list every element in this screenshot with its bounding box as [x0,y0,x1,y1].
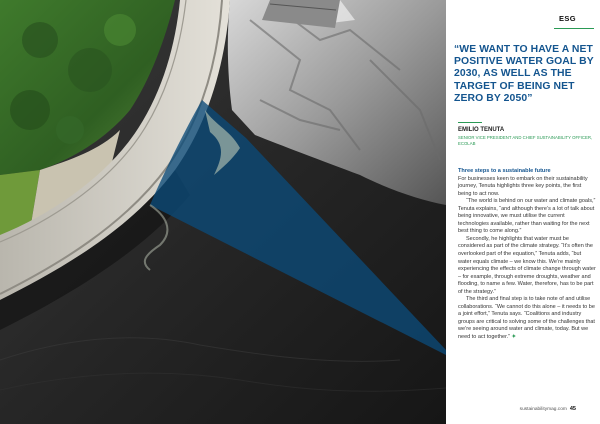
author-name: EMILIO TENUTA [458,127,505,133]
pull-quote: “WE WANT TO HAVE A NET POSITIVE WATER GOAL BY 2030, AS WELL AS THE TARGET OF BEING NET ZERO BY 2050” [454,44,594,104]
article-column [446,0,600,424]
article-paragraph-4 [458,296,596,341]
footer-site-link[interactable]: sustainabilitymag.com [519,407,567,412]
end-mark-icon: ✦ [511,334,517,341]
page-footer [520,406,576,412]
article-body [458,168,596,342]
author-role: SENIOR VICE PRESIDENT AND CHIEF SUSTAINABILITY OFFICER, ECOLAB [458,135,593,146]
page-number: 45 [569,406,576,412]
section-tag-divider [554,28,594,29]
pull-quote-divider [458,122,482,123]
article-paragraph-3: Secondly, he highlights that water must be considered as part of the climate strategy. “It’s often the overlooked part of the equation,” Tenuta adds, “but water equals climate – we know this. We’re mainly experiencing the effects of climate change through water – for example, through extreme droughts, weather and flooding, to name a few. Water, therefore, has to be part of the strategy.” [458,235,596,295]
article-paragraph-1: For businesses keen to embark on their sustainability journey, Tenuta highlights three key points, the first being to act now. [458,175,588,197]
section-tag: ESG [558,14,576,23]
article-paragraph-2: “The world is behind on our water and climate goals,” Tenuta explains, “and although there’s a lot of talk about being innovative, we must utilise the current technologies available, rather than waiting for the next best thing to come along.” [458,198,596,235]
article-heading: Three steps to a sustainable future [458,168,551,174]
article-paragraph-4-text: The third and final step is to take note of and utilise collaborations. “We cannot do this alone – it needs to be a joint effort,” Tenuta says. “Coalitions and industry groups are critical to solving some of the challenges that we’re seeing around water and climate, today. But we need to act together.” [458,296,595,341]
